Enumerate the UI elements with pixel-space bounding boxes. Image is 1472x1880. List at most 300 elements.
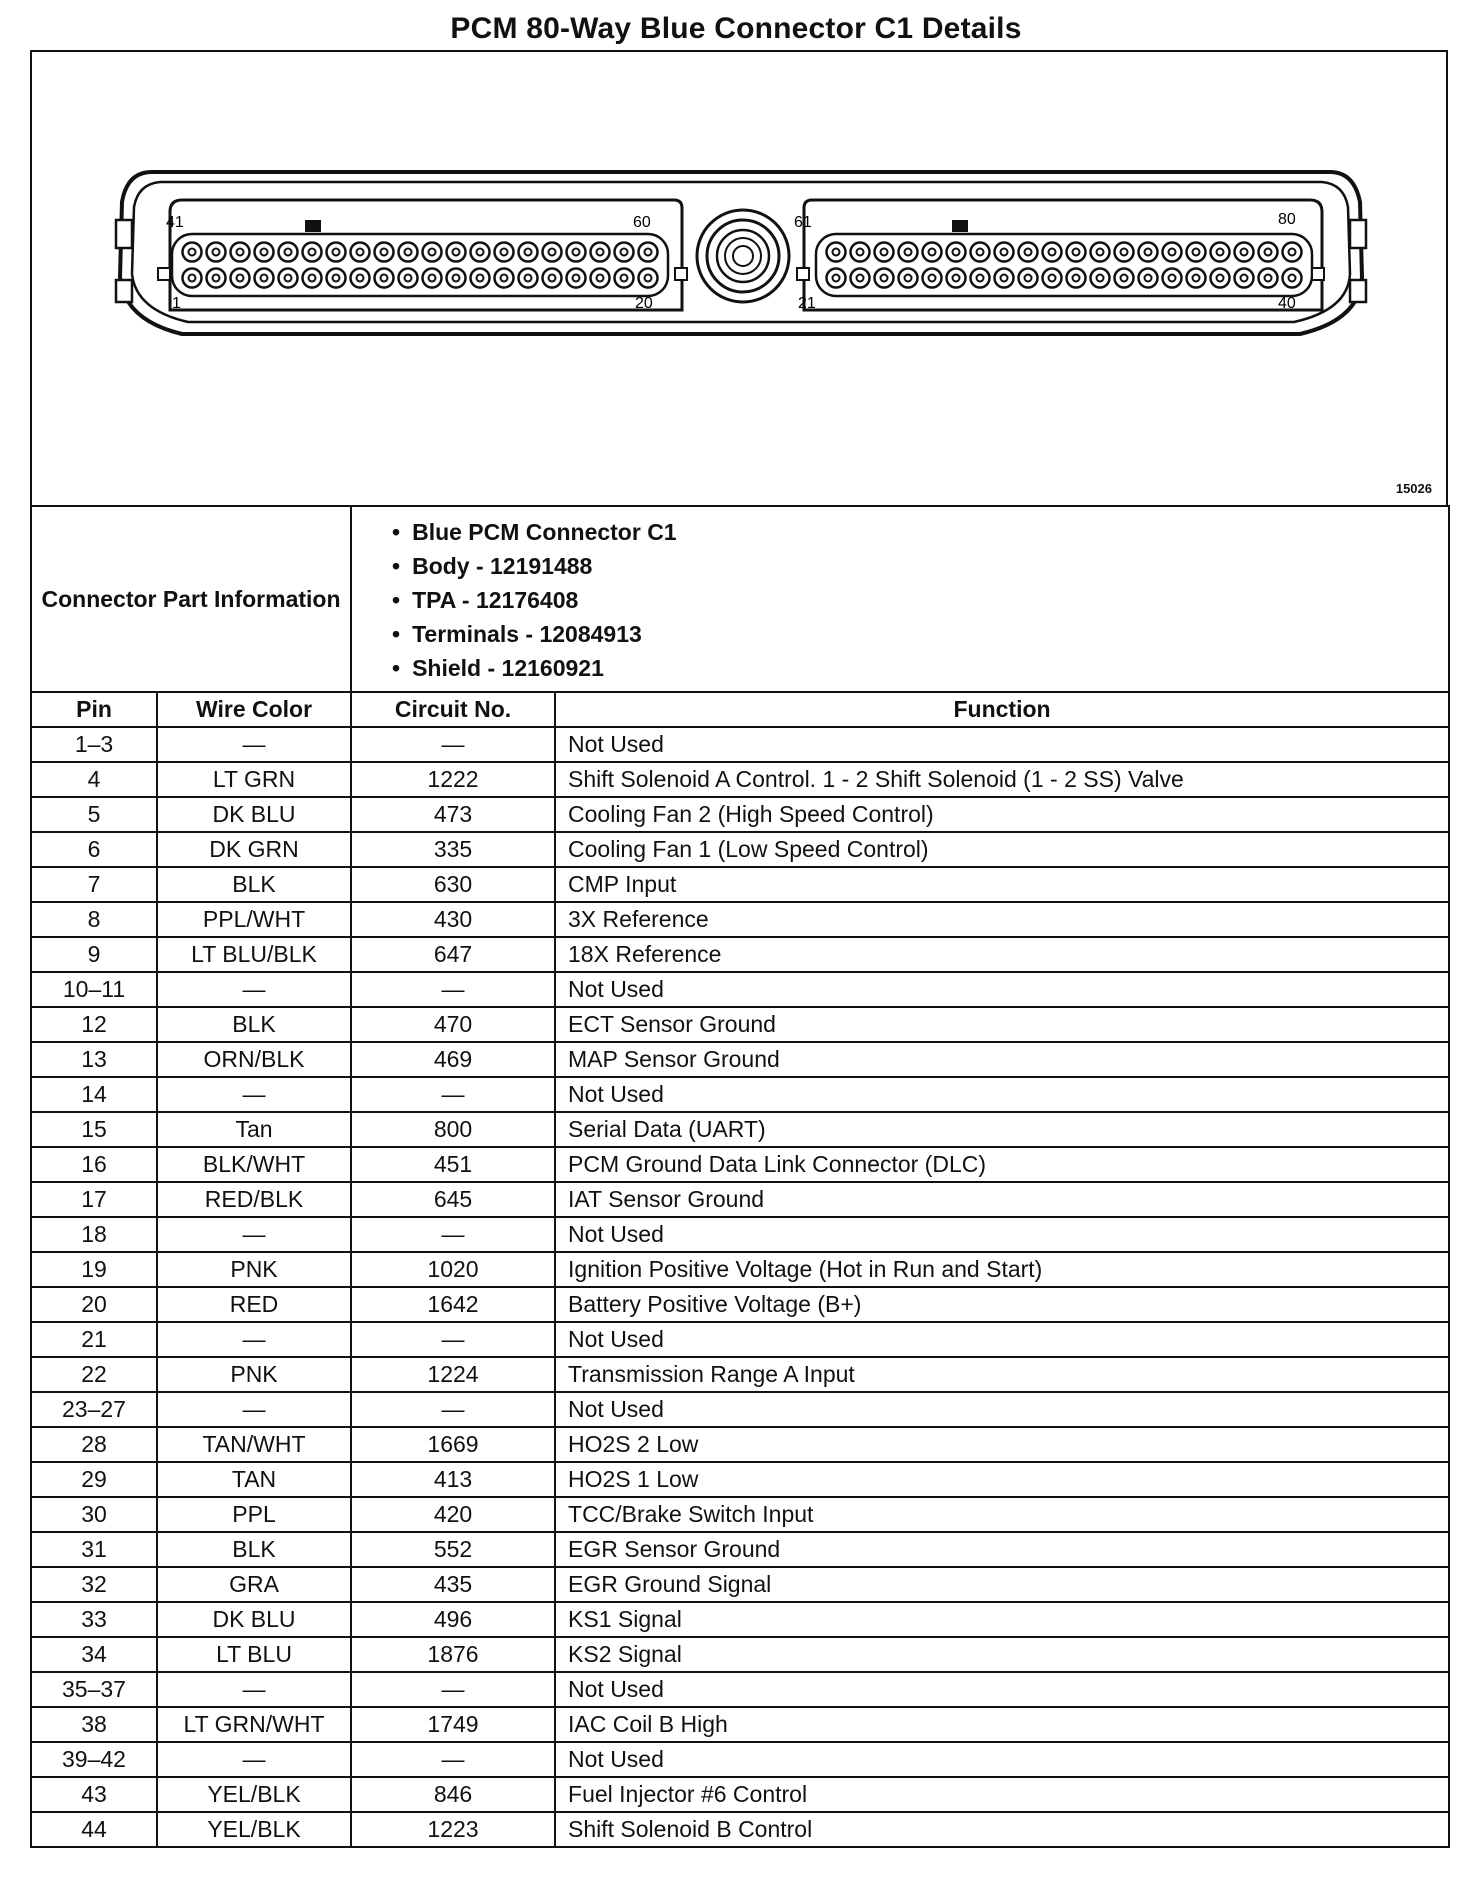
wire-color-cell: YEL/BLK	[157, 1812, 351, 1847]
pin-cavity-center	[429, 275, 436, 282]
table-row	[31, 1462, 1449, 1497]
pin-cavity-center	[237, 275, 244, 282]
table-row	[31, 1357, 1449, 1392]
pin-cavity	[1283, 269, 1302, 288]
pin-cavity-center	[1265, 249, 1272, 256]
wire-color-cell: —	[157, 1322, 351, 1357]
wire-color-cell: PPL/WHT	[157, 902, 351, 937]
pin-cavity-center	[1025, 275, 1032, 282]
pin-cavity	[567, 269, 586, 288]
circuit-cell: 413	[351, 1462, 555, 1497]
function-cell: Transmission Range A Input	[555, 1357, 1449, 1392]
pin-cell: 5	[31, 797, 157, 832]
circuit-cell: 1749	[351, 1707, 555, 1742]
function-cell: 18X Reference	[555, 937, 1449, 972]
pin-label-40: 40	[1278, 295, 1296, 312]
table-row	[31, 797, 1449, 832]
function-cell: Cooling Fan 2 (High Speed Control)	[555, 797, 1449, 832]
pin-cavity-center	[429, 249, 436, 256]
left-pin-cavities	[183, 243, 658, 288]
wire-color-cell: LT GRN	[157, 762, 351, 797]
table-row	[31, 937, 1449, 972]
table-row	[31, 1147, 1449, 1182]
pin-label-20: 20	[635, 295, 653, 312]
circuit-cell: 552	[351, 1532, 555, 1567]
circuit-cell: 1224	[351, 1357, 555, 1392]
wire-color-cell: ORN/BLK	[157, 1042, 351, 1077]
pin-cell: 23–27	[31, 1392, 157, 1427]
pin-cell: 9	[31, 937, 157, 972]
pin-cavity-center	[261, 275, 268, 282]
function-cell: Not Used	[555, 1672, 1449, 1707]
table-row	[31, 902, 1449, 937]
function-cell: Fuel Injector #6 Control	[555, 1777, 1449, 1812]
pin-cell: 39–42	[31, 1742, 157, 1777]
table-row	[31, 1812, 1449, 1847]
pin-cavity-center	[405, 249, 412, 256]
pin-cavity-center	[1097, 249, 1104, 256]
pin-cell: 4	[31, 762, 157, 797]
center-bolt	[697, 210, 789, 302]
figure-id: 15026	[1395, 481, 1432, 496]
pin-cavity-center	[881, 275, 888, 282]
pin-cavity-center	[189, 249, 196, 256]
pin-cavity-center	[501, 249, 508, 256]
pin-cavity	[207, 243, 226, 262]
pin-cavity	[1091, 269, 1110, 288]
function-cell: Shift Solenoid A Control. 1 - 2 Shift Solenoid (1 - 2 SS) Valve	[555, 762, 1449, 797]
pin-cavity	[971, 243, 990, 262]
pin-cell: 18	[31, 1217, 157, 1252]
table-row	[31, 1392, 1449, 1427]
function-cell: PCM Ground Data Link Connector (DLC)	[555, 1147, 1449, 1182]
pin-cavity	[591, 269, 610, 288]
pin-cavity	[1115, 243, 1134, 262]
part-info-item: • Body - 12191488	[392, 549, 1448, 583]
pin-cavity-center	[573, 275, 580, 282]
wire-color-cell: RED/BLK	[157, 1182, 351, 1217]
pin-cavity-center	[1049, 249, 1056, 256]
circuit-cell: 470	[351, 1007, 555, 1042]
wire-color-cell: YEL/BLK	[157, 1777, 351, 1812]
pin-cavity	[1211, 243, 1230, 262]
pin-cavity-center	[1265, 275, 1272, 282]
table-row	[31, 1182, 1449, 1217]
pin-cavity-center	[1121, 249, 1128, 256]
pin-cavity	[1139, 243, 1158, 262]
circuit-cell: —	[351, 1672, 555, 1707]
wire-color-cell: Tan	[157, 1112, 351, 1147]
circuit-cell: 846	[351, 1777, 555, 1812]
wire-color-cell: LT BLU	[157, 1637, 351, 1672]
function-cell: Not Used	[555, 1392, 1449, 1427]
pin-cavity-center	[1049, 275, 1056, 282]
pin-cavity	[1115, 269, 1134, 288]
pin-cell: 17	[31, 1182, 157, 1217]
pin-cavity	[231, 243, 250, 262]
wire-color-cell: —	[157, 1392, 351, 1427]
wire-color-cell: —	[157, 1672, 351, 1707]
function-cell: Battery Positive Voltage (B+)	[555, 1287, 1449, 1322]
circuit-cell: 469	[351, 1042, 555, 1077]
pin-cavity	[471, 243, 490, 262]
pin-cell: 1–3	[31, 727, 157, 762]
pin-cavity	[1187, 243, 1206, 262]
pin-cell: 38	[31, 1707, 157, 1742]
pin-cavity	[995, 243, 1014, 262]
circuit-cell: —	[351, 1217, 555, 1252]
circuit-cell: —	[351, 1742, 555, 1777]
pin-cavity	[279, 269, 298, 288]
function-cell: MAP Sensor Ground	[555, 1042, 1449, 1077]
part-info-row	[31, 506, 1449, 692]
pin-cavity	[519, 243, 538, 262]
pin-cell: 19	[31, 1252, 157, 1287]
wire-color-cell: DK GRN	[157, 832, 351, 867]
pin-cell: 20	[31, 1287, 157, 1322]
pin-cavity-center	[621, 275, 628, 282]
pin-cavity-center	[285, 275, 292, 282]
pin-cavity-center	[285, 249, 292, 256]
table-row	[31, 762, 1449, 797]
pin-cavity	[851, 269, 870, 288]
pin-cavity	[827, 269, 846, 288]
wire-color-cell: TAN/WHT	[157, 1427, 351, 1462]
pin-cell: 32	[31, 1567, 157, 1602]
pin-cavity-center	[525, 275, 532, 282]
circuit-cell: 630	[351, 867, 555, 902]
part-info-list	[351, 506, 1449, 692]
pin-cavity	[543, 269, 562, 288]
pin-cavity-center	[1169, 249, 1176, 256]
pin-cavity-center	[357, 249, 364, 256]
table-row	[31, 972, 1449, 1007]
table-row	[31, 867, 1449, 902]
pin-label-1: 1	[172, 295, 181, 312]
pin-label-61: 61	[794, 214, 812, 231]
pin-cavity	[423, 269, 442, 288]
table-row	[31, 1042, 1449, 1077]
pin-cavity-center	[597, 249, 604, 256]
part-info-item: • TPA - 12176408	[392, 583, 1448, 617]
pin-cavity	[375, 243, 394, 262]
pin-cavity	[255, 243, 274, 262]
table-row	[31, 1112, 1449, 1147]
pin-cavity-center	[213, 249, 220, 256]
pin-cavity	[1043, 243, 1062, 262]
pin-cavity	[327, 243, 346, 262]
pin-cavity	[639, 269, 658, 288]
table-row	[31, 1252, 1449, 1287]
pin-cell: 12	[31, 1007, 157, 1042]
wire-color-cell: GRA	[157, 1567, 351, 1602]
circuit-cell: 645	[351, 1182, 555, 1217]
function-cell: ECT Sensor Ground	[555, 1007, 1449, 1042]
function-cell: Not Used	[555, 1742, 1449, 1777]
table-row	[31, 832, 1449, 867]
table-row	[31, 1077, 1449, 1112]
pin-cell: 22	[31, 1357, 157, 1392]
circuit-cell: 1223	[351, 1812, 555, 1847]
pin-cavity-center	[357, 275, 364, 282]
pin-cavity-center	[857, 249, 864, 256]
function-cell: Cooling Fan 1 (Low Speed Control)	[555, 832, 1449, 867]
pin-cavity	[1163, 269, 1182, 288]
pin-cavity-center	[1241, 249, 1248, 256]
pin-cavity	[1259, 269, 1278, 288]
right-pin-cavities	[827, 243, 1302, 288]
pin-cavity-center	[1217, 275, 1224, 282]
pin-cavity-center	[1217, 249, 1224, 256]
pin-cavity-center	[977, 249, 984, 256]
part-info-item: • Blue PCM Connector C1	[392, 515, 1448, 549]
circuit-cell: 1020	[351, 1252, 555, 1287]
pin-cavity-center	[549, 249, 556, 256]
pin-cell: 30	[31, 1497, 157, 1532]
wire-color-cell: LT GRN/WHT	[157, 1707, 351, 1742]
circuit-cell: 1642	[351, 1287, 555, 1322]
pin-cavity-center	[333, 249, 340, 256]
function-cell: HO2S 1 Low	[555, 1462, 1449, 1497]
circuit-cell: —	[351, 972, 555, 1007]
pin-cavity-center	[1001, 275, 1008, 282]
function-cell: Not Used	[555, 1217, 1449, 1252]
pin-cavity	[279, 243, 298, 262]
table-row	[31, 1602, 1449, 1637]
part-info-item: • Shield - 12160921	[392, 651, 1448, 685]
pin-cavity-center	[1145, 249, 1152, 256]
table-row	[31, 1777, 1449, 1812]
circuit-cell: 435	[351, 1567, 555, 1602]
circuit-cell: —	[351, 1392, 555, 1427]
pin-cavity-center	[1121, 275, 1128, 282]
wire-color-cell: DK BLU	[157, 797, 351, 832]
table-row	[31, 1672, 1449, 1707]
pin-cavity	[207, 269, 226, 288]
wire-color-cell: TAN	[157, 1462, 351, 1497]
pin-cavity-center	[833, 275, 840, 282]
pin-cavity-center	[333, 275, 340, 282]
pin-cavity	[543, 243, 562, 262]
function-cell: Ignition Positive Voltage (Hot in Run and Start)	[555, 1252, 1449, 1287]
function-cell: Serial Data (UART)	[555, 1112, 1449, 1147]
pin-cavity	[1259, 243, 1278, 262]
circuit-cell: 473	[351, 797, 555, 832]
connector-diagram-panel	[30, 50, 1448, 506]
pin-cavity-center	[573, 249, 580, 256]
pin-cavity	[567, 243, 586, 262]
circuit-cell: 800	[351, 1112, 555, 1147]
pin-cavity	[1043, 269, 1062, 288]
pin-cavity	[1019, 243, 1038, 262]
pin-cavity-center	[453, 275, 460, 282]
table-row	[31, 1322, 1449, 1357]
table-row	[31, 1707, 1449, 1742]
pin-cavity	[519, 269, 538, 288]
function-cell: HO2S 2 Low	[555, 1427, 1449, 1462]
connector-face-diagram	[32, 52, 1446, 506]
table-row	[31, 1742, 1449, 1777]
pin-label-80: 80	[1278, 211, 1296, 228]
pin-label-41: 41	[166, 214, 184, 231]
pin-cavity	[495, 269, 514, 288]
page-title: PCM 80-Way Blue Connector C1 Details	[450, 12, 1022, 45]
pin-cavity-center	[237, 249, 244, 256]
table-row	[31, 1497, 1449, 1532]
function-cell: KS2 Signal	[555, 1637, 1449, 1672]
pin-cavity	[351, 243, 370, 262]
pin-cavity	[615, 243, 634, 262]
wire-color-cell: PNK	[157, 1357, 351, 1392]
header-wire-color: Wire Color	[157, 692, 351, 727]
pin-cell: 33	[31, 1602, 157, 1637]
pin-cell: 29	[31, 1462, 157, 1497]
function-cell: EGR Sensor Ground	[555, 1532, 1449, 1567]
pin-cavity-center	[501, 275, 508, 282]
pin-cavity	[1091, 243, 1110, 262]
pin-cavity-center	[477, 275, 484, 282]
pin-cavity-center	[645, 275, 652, 282]
pin-cavity	[899, 243, 918, 262]
header-function: Function	[555, 692, 1449, 727]
pin-cavity-center	[309, 275, 316, 282]
wire-color-cell: —	[157, 1217, 351, 1252]
part-info-label: Connector Part Information	[31, 506, 351, 692]
wire-color-cell: RED	[157, 1287, 351, 1322]
circuit-cell: 1669	[351, 1427, 555, 1462]
pin-cell: 44	[31, 1812, 157, 1847]
table-row	[31, 1427, 1449, 1462]
table-row	[31, 1637, 1449, 1672]
wire-color-cell: BLK	[157, 867, 351, 902]
function-cell: KS1 Signal	[555, 1602, 1449, 1637]
pin-cavity	[1067, 243, 1086, 262]
pin-cavity-center	[549, 275, 556, 282]
pin-cavity	[995, 269, 1014, 288]
pin-cavity	[375, 269, 394, 288]
pin-cavity-center	[453, 249, 460, 256]
pin-cavity-center	[977, 275, 984, 282]
pin-cavity	[1235, 243, 1254, 262]
wire-color-cell: BLK	[157, 1532, 351, 1567]
pin-cavity	[327, 269, 346, 288]
circuit-cell: —	[351, 1077, 555, 1112]
pin-cavity	[827, 243, 846, 262]
pin-cavity	[399, 243, 418, 262]
wire-color-cell: PPL	[157, 1497, 351, 1532]
pin-cavity	[875, 269, 894, 288]
pin-cavity	[923, 243, 942, 262]
table-row	[31, 1217, 1449, 1252]
pin-cavity	[923, 269, 942, 288]
pin-cavity-center	[1169, 275, 1176, 282]
pin-cavity	[471, 269, 490, 288]
pin-label-60: 60	[633, 214, 651, 231]
wire-color-cell: —	[157, 1742, 351, 1777]
pin-cavity-center	[309, 249, 316, 256]
pin-cavity-center	[929, 249, 936, 256]
table-row	[31, 1007, 1449, 1042]
circuit-cell: 1876	[351, 1637, 555, 1672]
pin-cavity-center	[1289, 275, 1296, 282]
pin-cell: 16	[31, 1147, 157, 1182]
pin-cavity-center	[1025, 249, 1032, 256]
pin-cavity	[303, 269, 322, 288]
pin-cavity-center	[905, 249, 912, 256]
pin-cell: 14	[31, 1077, 157, 1112]
circuit-cell: —	[351, 727, 555, 762]
pin-cell: 10–11	[31, 972, 157, 1007]
circuit-cell: 496	[351, 1602, 555, 1637]
pin-cavity	[1187, 269, 1206, 288]
pin-cavity	[947, 269, 966, 288]
pin-cavity	[183, 269, 202, 288]
pin-cavity-center	[881, 249, 888, 256]
circuit-cell: 430	[351, 902, 555, 937]
pin-cavity-center	[213, 275, 220, 282]
table-row	[31, 1287, 1449, 1322]
pin-cavity	[399, 269, 418, 288]
wire-color-cell: —	[157, 972, 351, 1007]
pin-cavity-center	[621, 249, 628, 256]
wire-color-cell: PNK	[157, 1252, 351, 1287]
function-cell: Shift Solenoid B Control	[555, 1812, 1449, 1847]
pin-cell: 6	[31, 832, 157, 867]
pin-cavity	[875, 243, 894, 262]
pin-cavity-center	[929, 275, 936, 282]
table-row	[31, 1567, 1449, 1602]
pin-cavity	[447, 269, 466, 288]
pin-cavity	[591, 243, 610, 262]
circuit-cell: 420	[351, 1497, 555, 1532]
pin-cell: 28	[31, 1427, 157, 1462]
pin-cell: 34	[31, 1637, 157, 1672]
circuit-cell: 1222	[351, 762, 555, 797]
pin-cavity	[231, 269, 250, 288]
pin-cavity-center	[953, 275, 960, 282]
pin-cavity-center	[381, 275, 388, 282]
function-cell: CMP Input	[555, 867, 1449, 902]
pin-label-21: 21	[798, 295, 816, 312]
function-cell: IAC Coil B High	[555, 1707, 1449, 1742]
pin-cavity-center	[597, 275, 604, 282]
pin-cavity-center	[477, 249, 484, 256]
pin-cell: 15	[31, 1112, 157, 1147]
pin-cavity-center	[1193, 275, 1200, 282]
pin-cavity	[1019, 269, 1038, 288]
pin-cavity	[971, 269, 990, 288]
header-circuit-no: Circuit No.	[351, 692, 555, 727]
function-cell: Not Used	[555, 1322, 1449, 1357]
header-pin: Pin	[31, 692, 157, 727]
pin-cavity	[1163, 243, 1182, 262]
circuit-cell: —	[351, 1322, 555, 1357]
wire-color-cell: —	[157, 727, 351, 762]
function-cell: 3X Reference	[555, 902, 1449, 937]
pinout-table	[30, 505, 1450, 1848]
pin-cavity-center	[857, 275, 864, 282]
circuit-cell: 335	[351, 832, 555, 867]
pin-cavity-center	[405, 275, 412, 282]
pin-cell: 31	[31, 1532, 157, 1567]
circuit-cell: 647	[351, 937, 555, 972]
function-cell: IAT Sensor Ground	[555, 1182, 1449, 1217]
pin-cavity	[947, 243, 966, 262]
pin-cell: 13	[31, 1042, 157, 1077]
pin-cavity-center	[261, 249, 268, 256]
pin-cell: 21	[31, 1322, 157, 1357]
pin-cavity-center	[1001, 249, 1008, 256]
